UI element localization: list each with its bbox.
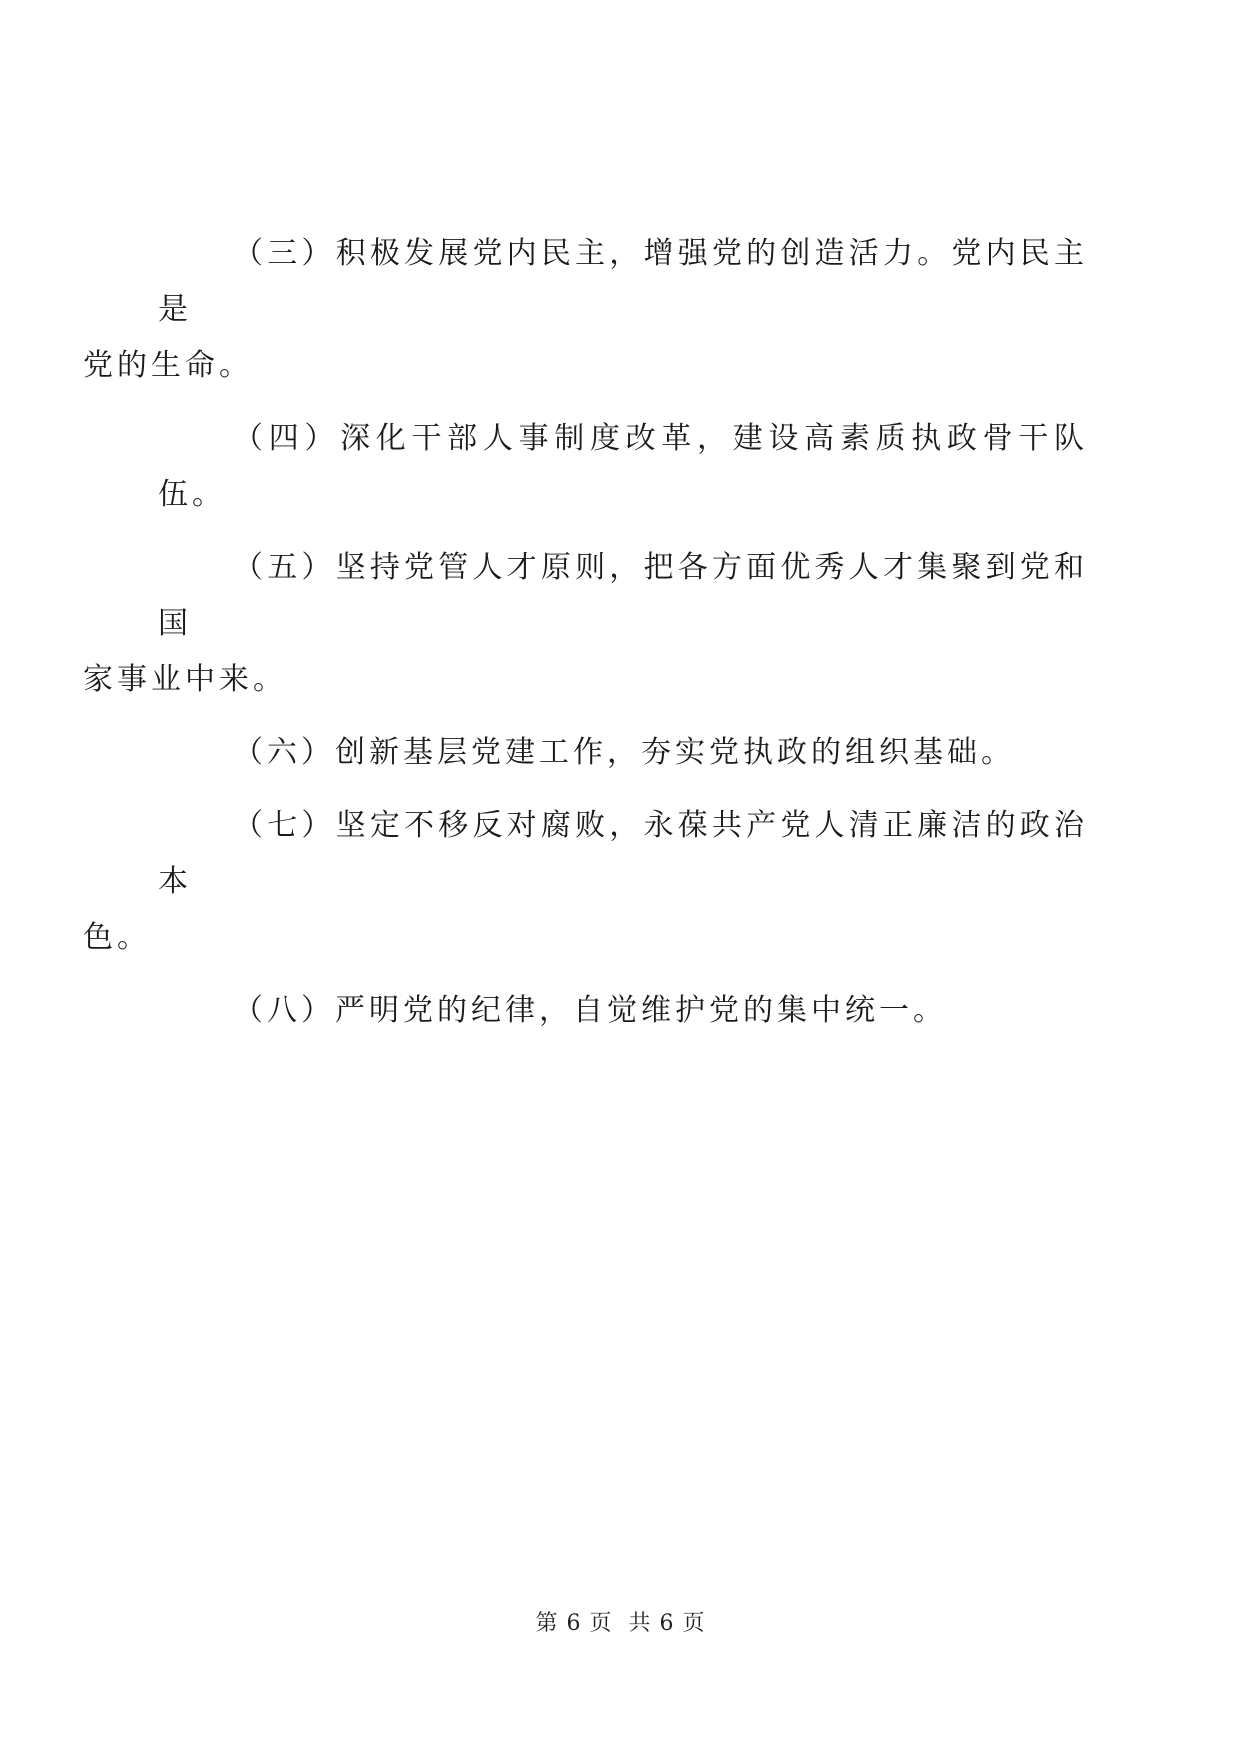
paragraph-8 [158, 983, 1088, 1039]
paragraph-line: （八）严明党的纪律，自觉维护党的集中统一。 [233, 993, 947, 1028]
page-total: 共 6 页 [628, 1611, 706, 1636]
paragraph-6 [158, 725, 1088, 781]
paragraph-line: （六）创新基层党建工作，夯实党执政的组织基础。 [233, 735, 1015, 770]
paragraph-7 [83, 798, 1088, 966]
paragraph-line: （三）积极发展党内民主，增强党的创造活力。党内民主是 [158, 236, 1088, 327]
page-footer [0, 1606, 1241, 1637]
paragraph-line: 党的生命。 [83, 348, 253, 383]
document-body [83, 226, 1088, 1056]
paragraph-5 [83, 540, 1088, 708]
paragraph-line: （四）深化干部人事制度改革，建设高素质执政骨干队伍。 [158, 421, 1088, 512]
paragraph-line: 色。 [83, 920, 151, 955]
paragraph-line: 家事业中来。 [83, 662, 287, 697]
paragraph-3 [83, 226, 1088, 394]
paragraph-line: （七）坚定不移反对腐败，永葆共产党人清正廉洁的政治本 [158, 808, 1088, 899]
paragraph-4 [158, 411, 1088, 523]
page-number: 第 6 页 [535, 1611, 613, 1636]
paragraph-line: （五）坚持党管人才原则，把各方面优秀人才集聚到党和国 [158, 550, 1088, 641]
